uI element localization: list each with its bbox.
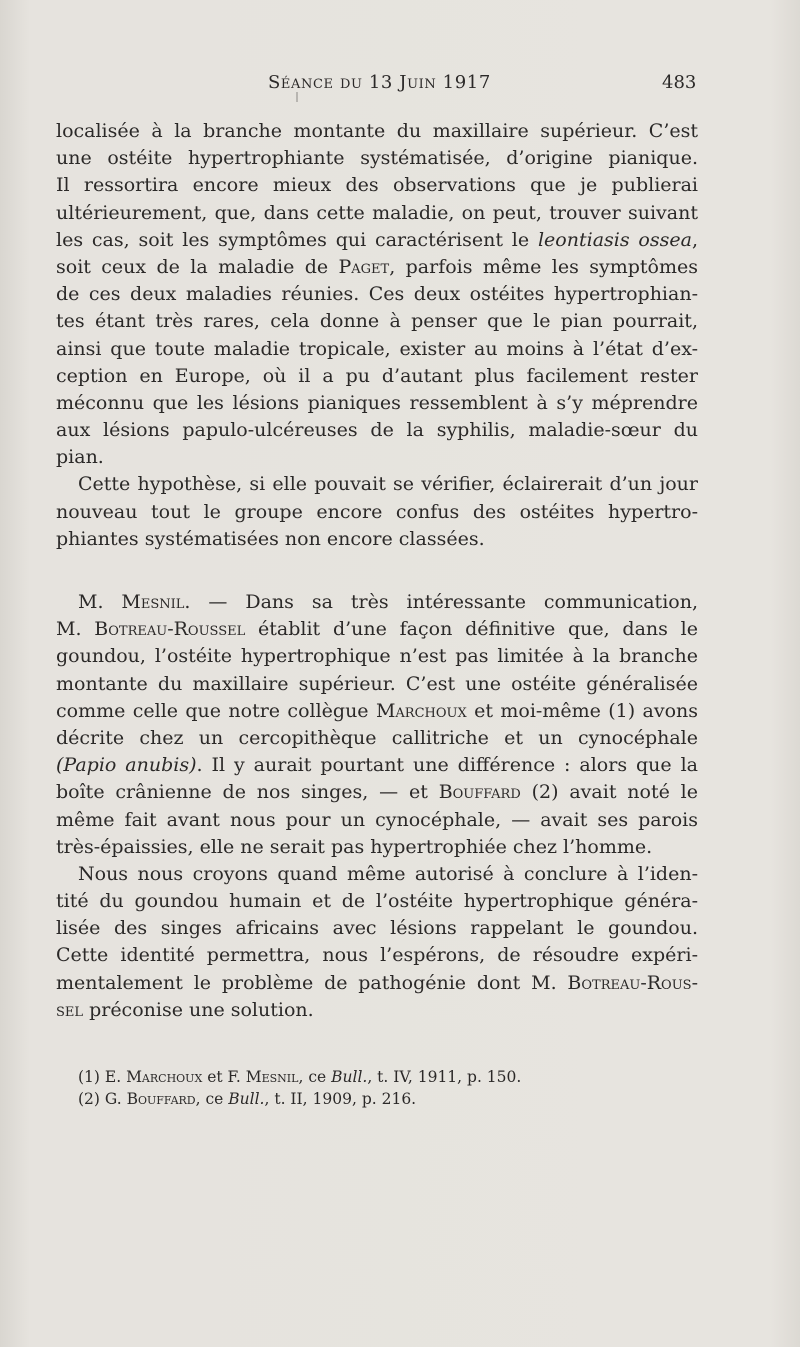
text-line: tes étant très rares, cela donne à penser que le pian pourrait,	[56, 310, 698, 333]
text-line: Cette hypothèse, si elle pouvait se vérifier, éclairerait d’un jour	[78, 473, 698, 496]
text-line: montante du maxillaire supérieur. C’est une ostéite généralisée	[56, 672, 698, 695]
main-text	[56, 118, 698, 1024]
author-name: Mesnil	[245, 1068, 299, 1086]
print-mark	[296, 92, 298, 102]
text-fragment: , ce	[298, 1068, 332, 1086]
author-name: Marchoux	[375, 699, 467, 722]
page-number: 483	[662, 72, 697, 93]
journal-title: Bull.	[331, 1068, 368, 1086]
text-line: phiantes systématisées non encore classées.	[56, 527, 485, 550]
text-line	[56, 227, 698, 254]
footnotes	[78, 1066, 698, 1110]
page-header	[0, 72, 800, 102]
text-line	[56, 589, 698, 616]
footnote-2	[78, 1088, 698, 1110]
italic-term: (Papio anubis)	[56, 754, 197, 777]
italic-term: leontiasis ossea	[537, 228, 692, 251]
text-line: goundou, l’ostéite hypertrophique n’est pas limitée à la branche	[56, 645, 698, 668]
author-name: Botreau-Roussel	[94, 618, 246, 641]
text-fragment: préconise une solution.	[83, 998, 314, 1021]
text-line: Cette identité permettra, nous l’espérons, de résoudre expéri-	[56, 944, 698, 967]
text-line: Nous nous croyons quand même autorisé à conclure à l’iden-	[78, 862, 698, 885]
footnote-1	[78, 1066, 698, 1088]
text-line: une ostéite hypertrophiante systématisée, d’origine pianique.	[56, 147, 698, 170]
text-fragment: soit ceux de la maladie de	[56, 255, 329, 278]
author-name: Bouffard	[126, 1090, 196, 1108]
text-fragment: , t. IV, 1911, p. 150.	[367, 1068, 522, 1086]
text-fragment: ,	[691, 228, 698, 251]
running-head: Séance du 13 Juin 1917	[268, 72, 491, 93]
text-line: ainsi que toute maladie tropicale, exister au moins à l’état d’ex-	[56, 337, 698, 360]
text-line	[56, 254, 698, 281]
author-name: sel	[56, 998, 84, 1021]
author-name: Botreau-Rous-	[567, 971, 698, 994]
speaker-name: M. Mesnil.	[78, 591, 191, 613]
text-fragment: — Dans sa très intéressante communication,	[190, 591, 698, 613]
text-line	[56, 997, 698, 1024]
text-line: pian.	[56, 446, 104, 469]
text-line	[56, 752, 698, 779]
author-name: Marchoux	[126, 1068, 203, 1086]
text-fragment: (1) E.	[78, 1068, 127, 1086]
text-fragment: , parfois même les symptômes	[389, 255, 698, 278]
text-line: méconnu que les lésions pianiques ressemblent à s’y méprendre	[56, 391, 698, 414]
text-fragment: boîte crânienne de nos singes, — et	[56, 781, 428, 804]
text-line	[56, 970, 698, 997]
text-fragment: et F.	[202, 1068, 246, 1086]
text-line: décrite chez un cercopithèque callitriche et un cynocéphale	[56, 726, 698, 749]
text-fragment: (2) G.	[78, 1090, 127, 1108]
text-line: ultérieurement, que, dans cette maladie, on peut, trouver suivant	[56, 201, 698, 224]
text-line	[56, 779, 698, 806]
text-line	[56, 616, 698, 643]
text-fragment: , ce	[195, 1090, 229, 1108]
text-fragment: et moi-même (1) avons	[466, 699, 699, 722]
text-fragment: mentalement le problème de pathogénie dont M.	[56, 971, 557, 994]
text-fragment: M.	[56, 618, 82, 641]
text-line: même fait avant nous pour un cynocéphale, — avait ses parois	[56, 808, 698, 831]
text-line: localisée à la branche montante du maxillaire supérieur. C’est	[56, 120, 698, 142]
text-line: Il ressortira encore mieux des observations que je publierai	[56, 174, 698, 197]
text-line: ception en Europe, où il a pu d’autant plus facilement rester	[56, 364, 698, 387]
text-fragment: établit d’une façon définitive que, dans le	[245, 618, 698, 641]
journal-title: Bull.	[228, 1090, 265, 1108]
text-fragment: les cas, soit les symptômes qui caractérisent le	[56, 228, 530, 251]
text-fragment: , t. II, 1909, p. 216.	[264, 1090, 417, 1108]
author-name: Bouffard	[438, 781, 521, 804]
text-line: très-épaissies, elle ne serait pas hypertrophiée chez l’homme.	[56, 835, 653, 858]
text-fragment: (2) avait noté le	[520, 781, 698, 804]
author-name: Paget	[338, 255, 390, 278]
text-fragment: comme celle que notre collègue	[56, 699, 369, 722]
text-line: lisée des singes africains avec lésions rappelant le goundou.	[56, 917, 698, 940]
paragraph-gap	[56, 553, 698, 589]
text-line: de ces deux maladies réunies. Ces deux ostéites hypertrophian-	[56, 283, 698, 306]
text-line: aux lésions papulo-ulcéreuses de la syphilis, maladie-sœur du	[56, 419, 698, 442]
text-line	[56, 698, 698, 725]
text-line: nouveau tout le groupe encore confus des ostéites hypertro-	[56, 500, 698, 523]
text-line: tité du goundou humain et de l’ostéite hypertrophique généra-	[56, 890, 698, 913]
text-fragment: . Il y aurait pourtant une différence : alors que la	[196, 754, 699, 777]
